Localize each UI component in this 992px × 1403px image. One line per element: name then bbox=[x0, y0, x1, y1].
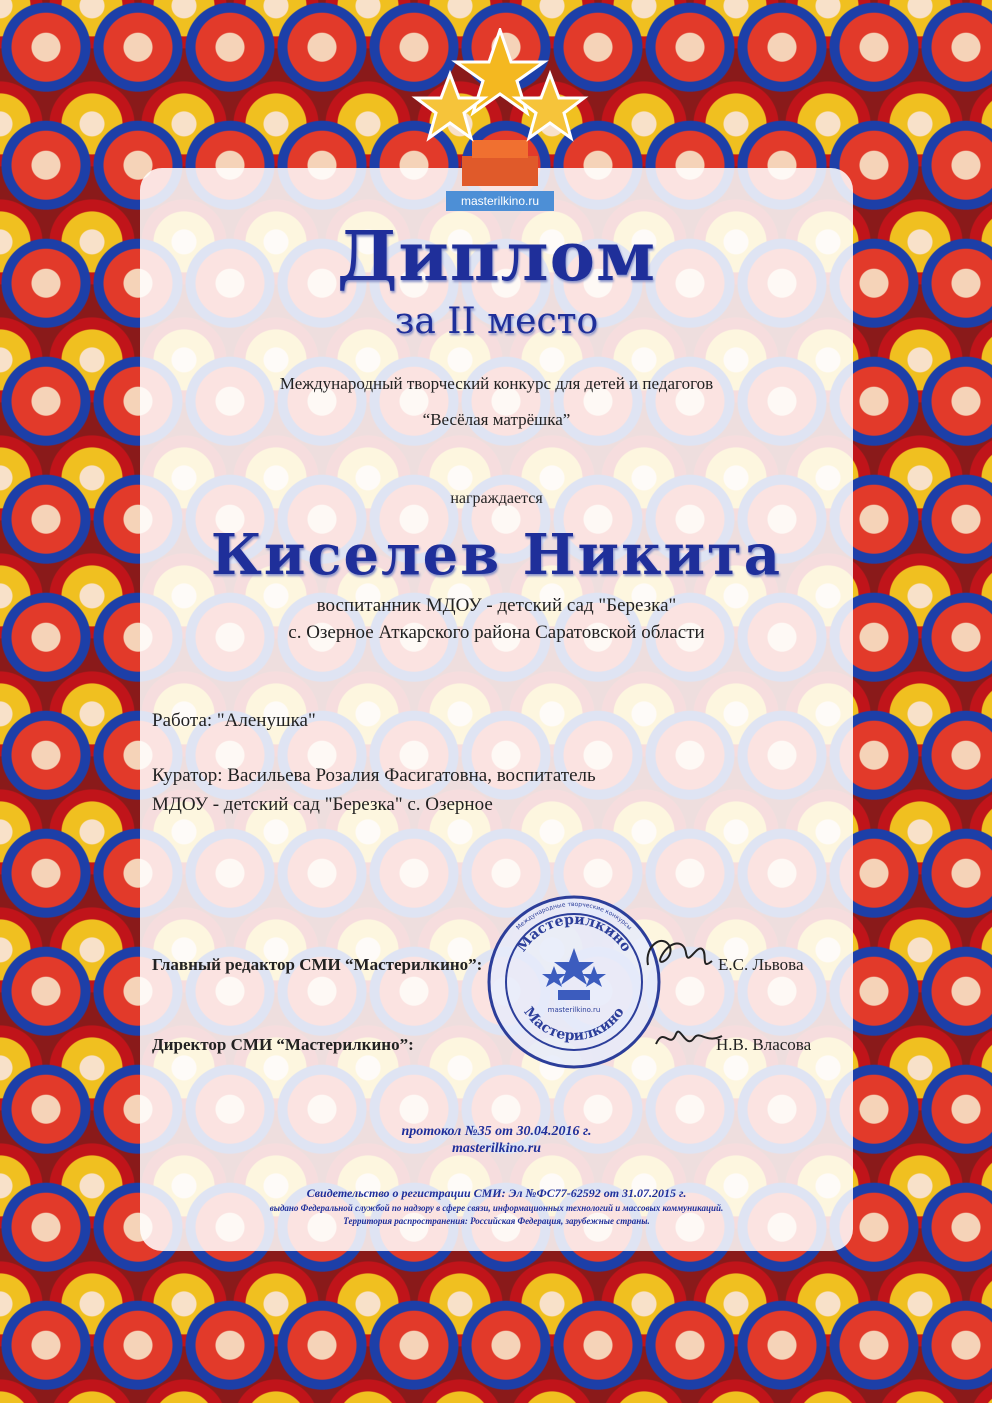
curator-line-2: МДОУ - детский сад "Березка" с. Озерное bbox=[152, 794, 493, 815]
winner-role: воспитанник МДОУ - детский сад "Березка" bbox=[316, 595, 677, 616]
director-label: Директор СМИ “Мастерилкино”: bbox=[152, 1035, 414, 1054]
seal-bottom-text: Мастерилкино bbox=[520, 1004, 628, 1045]
registration-line-1: Свидетельство о регистрации СМИ: Эл №ФС77-62592 от 31.07.2015 г. bbox=[306, 1186, 687, 1200]
curator-line-1: Куратор: Васильева Розалия Фасигатовна, воспитатель bbox=[152, 765, 596, 786]
contest-name: “Весёлая матрёшка” bbox=[422, 410, 571, 429]
registration-line-2: выдано Федеральной службой по надзору в сфере связи, информационных технологий и массовых коммуникаций. bbox=[269, 1203, 724, 1213]
winner-place: с. Озерное Аткарского района Саратовской области bbox=[288, 622, 705, 643]
work-title: Работа: "Аленушка" bbox=[152, 710, 316, 731]
protocol-number: протокол №35 от 30.04.2016 г. bbox=[401, 1124, 592, 1139]
stars-trophy-icon bbox=[410, 28, 590, 198]
director-name: Н.В. Власова bbox=[716, 1035, 812, 1054]
awarded-label: награждается bbox=[450, 490, 543, 507]
site-url: masterilkino.ru bbox=[451, 1141, 542, 1156]
seal-top-text: Мастерилкино bbox=[513, 911, 635, 956]
contest-description: Международный творческий конкурс для детей и педагогов bbox=[279, 374, 714, 393]
registration-line-3: Территория распространения: Российская Федерация, зарубежные страны. bbox=[343, 1216, 650, 1226]
editor-label: Главный редактор СМИ “Мастерилкино”: bbox=[152, 955, 483, 974]
seal-center-text: masterilkino.ru bbox=[547, 1006, 601, 1014]
editor-name: Е.С. Львова bbox=[718, 955, 804, 974]
editor-signature bbox=[640, 925, 720, 985]
organization-seal bbox=[486, 894, 662, 1070]
site-badge: masterilkino.ru bbox=[446, 191, 554, 211]
diploma-title: Диплом bbox=[336, 217, 657, 297]
winner-name: Киселев Никита bbox=[210, 522, 783, 588]
diploma-subtitle: за II место bbox=[394, 301, 599, 342]
seal-ring-text: Международные творческие конкурсы bbox=[514, 900, 634, 932]
